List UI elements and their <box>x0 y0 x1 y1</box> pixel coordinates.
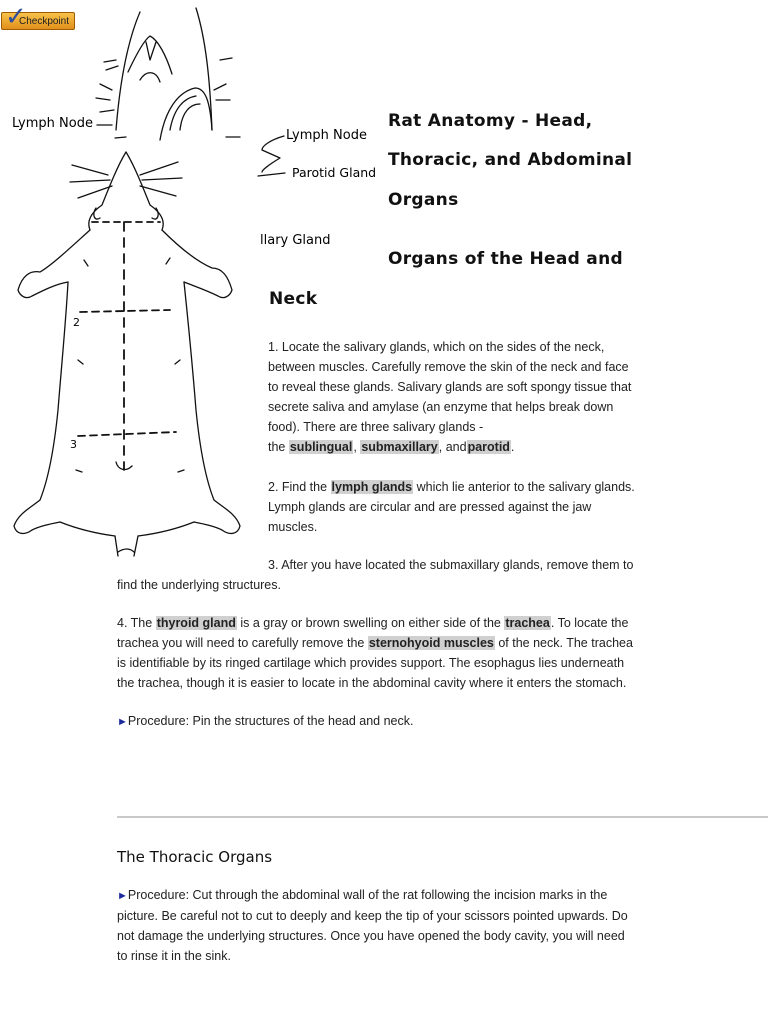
paragraph-line: find the underlying structures. <box>117 578 281 592</box>
section-heading-line-1: Organs of the Head and <box>388 249 623 269</box>
checkmark-icon: ✓ <box>5 1 27 31</box>
section-heading-line-2: Neck <box>269 289 318 309</box>
page-title-line-1: Rat Anatomy - Head, <box>388 111 593 131</box>
paragraph-line: picture. Be careful not to cut to deeply and keep the tip of your scissors pointed upwards. Do <box>117 909 628 923</box>
label-pointer-lines <box>97 125 285 176</box>
bullet-arrow-icon: ► <box>117 716 128 728</box>
rat-body-drawing <box>14 152 240 556</box>
paragraph-line: the sublingual, submaxillary, andparotid. <box>268 440 515 454</box>
page-title-line-2: Thoracic, and Abdominal <box>388 150 633 170</box>
procedure-head-neck: ►Procedure: Pin the structures of the head and neck. <box>117 714 414 728</box>
paragraph-line: between muscles. Carefully remove the skin of the neck and face <box>268 360 629 374</box>
lymph-node-label-left: Lymph Node <box>12 116 93 131</box>
paragraph-line: is identifiable by its ringed cartilage which provides support. The esophagus lies underneath <box>117 656 625 670</box>
term-parotid: parotid <box>467 440 510 454</box>
paragraph-line: not damage the underlying structures. Once you have opened the body cavity, you will need <box>117 929 625 943</box>
incision-mark-2: 2 <box>73 316 80 329</box>
lymph-node-label-right: Lymph Node <box>286 128 367 143</box>
paragraph-lymph-glands <box>268 477 668 537</box>
paragraph-line: the trachea, though it is easier to locate in the abdominal cavity where it enters the stomach. <box>117 676 627 690</box>
paragraph-line: to rinse it in the sink. <box>117 949 231 963</box>
paragraph-thyroid <box>117 613 757 693</box>
paragraph-line: 1. Locate the salivary glands, which on the sides of the neck, <box>268 340 605 354</box>
term-sublingual: sublingual <box>289 440 353 454</box>
checkpoint-label: Checkpoint <box>18 15 69 27</box>
term-sternohyoid-muscles: sternohyoid muscles <box>368 636 494 650</box>
procedure-thoracic <box>117 885 757 966</box>
parotid-gland-label: Parotid Gland <box>292 165 377 180</box>
paragraph-line: trachea you will need to carefully remove the sternohyoid muscles of the neck. The trachea <box>117 636 633 650</box>
paragraph-line: secrete saliva and amylase (an enzyme that helps break down <box>268 400 614 414</box>
paragraph-submaxillary <box>117 555 757 595</box>
page-title-line-3: Organs <box>388 190 459 210</box>
term-submaxillary: submaxillary <box>361 440 438 454</box>
paragraph-salivary-glands <box>268 337 668 457</box>
term-lymph-glands: lymph glands <box>331 480 413 494</box>
paragraph-line: 2. Find the lymph glands which lie anterior to the salivary glands. <box>268 480 635 494</box>
section-divider <box>117 816 768 818</box>
head-closeup-drawing <box>96 8 232 140</box>
term-thyroid-gland: thyroid gland <box>156 616 236 630</box>
paragraph-line: 3. After you have located the submaxillary glands, remove them to <box>268 558 634 572</box>
paragraph-line: 4. The thyroid gland is a gray or brown swelling on either side of the trachea. To locate the <box>117 616 629 630</box>
paragraph-line: ►Procedure: Cut through the abdominal wall of the rat following the incision marks in the <box>117 888 608 902</box>
paragraph-line: Lymph glands are circular and are pressed against the jaw <box>268 500 592 514</box>
thoracic-organs-heading: The Thoracic Organs <box>117 848 273 866</box>
paragraph-line: to reveal these glands. Salivary glands are soft spongy tissue that <box>268 380 632 394</box>
maxillary-gland-label: llary Gland <box>260 233 331 248</box>
term-trachea: trachea <box>505 616 550 630</box>
paragraph-line: food). There are three salivary glands - <box>268 420 484 434</box>
rat-anatomy-illustration <box>0 0 380 560</box>
paragraph-line: muscles. <box>268 520 318 534</box>
incision-mark-3: 3 <box>70 438 77 451</box>
bullet-arrow-icon: ► <box>117 890 128 902</box>
